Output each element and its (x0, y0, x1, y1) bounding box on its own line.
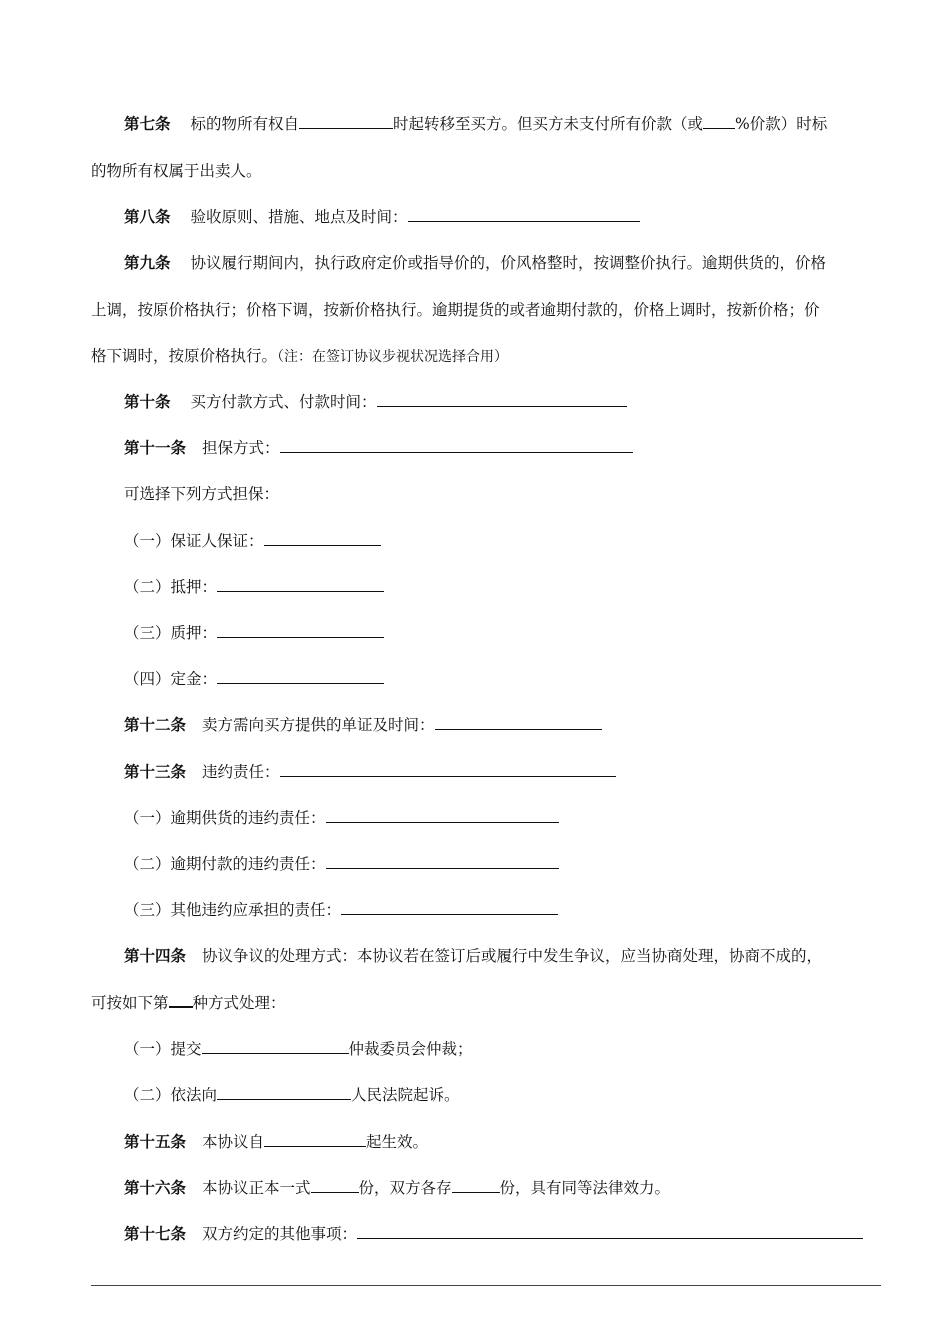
fill-blank[interactable] (435, 714, 602, 730)
option-text: 仲裁委员会仲裁； (348, 1040, 473, 1058)
article-number: 第十七条 (124, 1224, 187, 1243)
article-11-option-4 (124, 667, 881, 691)
article-11-option-3 (124, 621, 881, 645)
article-number: 第九条 (124, 253, 171, 272)
article-text: 担保方式： (202, 439, 280, 457)
article-text: 验收原则、措施、地点及时间： (190, 208, 408, 226)
article-text: 上调，按原价格执行；价格下调，按新价格执行。逾期提货的或者逾期付款的，价格上调时，按新价格；价 (91, 301, 820, 319)
article-text: %价款）时标 (735, 115, 828, 133)
fill-blank[interactable] (299, 113, 393, 129)
article-text: 可选择下列方式担保： (124, 485, 280, 503)
article-7-line-2 (91, 159, 881, 183)
fill-blank[interactable] (326, 807, 559, 823)
article-text: 双方约定的其他事项： (202, 1225, 358, 1243)
fill-blank[interactable] (217, 576, 384, 592)
option-text: （三）质押： (124, 624, 218, 642)
article-text: 的物所有权属于出卖人。 (91, 162, 262, 180)
article-number: 第十三条 (124, 762, 187, 781)
option-text: （一）逾期供货的违约责任： (124, 809, 326, 827)
article-14-option-1 (124, 1037, 881, 1061)
fill-blank[interactable] (280, 437, 633, 453)
article-number: 第七条 (124, 114, 171, 133)
fill-blank[interactable] (217, 668, 384, 684)
fill-blank[interactable] (377, 391, 627, 407)
article-text: 卖方需向买方提供的单证及时间： (202, 716, 435, 734)
article-9-line-2 (91, 298, 881, 322)
article-text: 协议履行期间内，执行政府定价或指导价的，价风格整时，按调整价执行。逾期供货的，价格 (190, 254, 827, 272)
option-text: （一）保证人保证： (124, 532, 264, 550)
bottom-divider (91, 1285, 881, 1286)
article-number: 第十四条 (124, 946, 187, 965)
article-text: 可按如下第 (91, 994, 169, 1012)
article-text: 标的物所有权自 (190, 115, 300, 133)
fill-blank[interactable] (341, 899, 558, 915)
fill-blank[interactable] (169, 991, 193, 1008)
fill-blank[interactable] (326, 853, 559, 869)
article-text: 违约责任： (202, 763, 280, 781)
article-13-option-1 (124, 806, 881, 830)
fill-blank[interactable] (452, 1177, 500, 1193)
article-11-option-2 (124, 575, 881, 599)
option-text: （二）抵押： (124, 578, 218, 596)
article-text: 本协议正本一式 (202, 1179, 311, 1197)
fill-blank[interactable] (703, 113, 735, 129)
article-11 (124, 436, 881, 460)
option-text: （二）逾期付款的违约责任： (124, 855, 326, 873)
article-text: 本协议自 (202, 1133, 265, 1151)
article-11-option-1 (124, 529, 881, 553)
fill-blank[interactable] (357, 1223, 863, 1239)
article-number: 第十一条 (124, 438, 187, 457)
article-8 (124, 205, 881, 229)
fill-blank[interactable] (408, 206, 640, 222)
article-9-line-1 (124, 251, 881, 275)
article-text: 协议争议的处理方式：本协议若在签订后或履行中发生争议，应当协商处理，协商不成的， (202, 947, 823, 965)
fill-blank[interactable] (217, 622, 384, 638)
option-text: （三）其他违约应承担的责任： (124, 901, 342, 919)
option-text: （一）提交 (124, 1040, 202, 1058)
article-text: 时起转移至买方。但买方未支付所有价款（或 (393, 115, 704, 133)
article-13-option-2 (124, 852, 881, 876)
article-number: 第十五条 (124, 1132, 187, 1151)
article-10 (124, 390, 881, 414)
article-text: 份，双方各存 (358, 1179, 452, 1197)
article-15 (124, 1130, 881, 1154)
article-number: 第十六条 (124, 1178, 187, 1197)
article-16 (124, 1176, 881, 1200)
article-text: 格下调时，按原价格执行。 (91, 347, 278, 365)
option-text: （四）定金： (124, 670, 218, 688)
article-text: 起生效。 (366, 1133, 429, 1151)
option-text: （二）依法向 (124, 1086, 218, 1104)
article-13-option-3 (124, 898, 881, 922)
fill-blank[interactable] (311, 1177, 359, 1193)
fill-blank[interactable] (264, 530, 381, 546)
article-17 (124, 1222, 881, 1246)
article-14-line-2 (91, 991, 881, 1015)
article-number: 第十条 (124, 392, 171, 411)
article-9-line-3 (91, 344, 881, 369)
fill-blank[interactable] (264, 1131, 366, 1147)
article-14-option-2 (124, 1083, 881, 1107)
fill-blank[interactable] (202, 1038, 349, 1054)
article-12 (124, 713, 881, 737)
article-number: 第八条 (124, 207, 171, 226)
article-text: 份，具有同等法律效力。 (499, 1179, 671, 1197)
fill-blank[interactable] (217, 1084, 351, 1100)
article-14-line-1 (124, 944, 881, 968)
article-text: 买方付款方式、付款时间： (190, 393, 377, 411)
article-note: （注：在签订协议步视状况选择合用） (277, 349, 509, 365)
article-text: 种方式处理： (192, 994, 286, 1012)
option-text: 人民法院起诉。 (351, 1086, 460, 1104)
article-number: 第十二条 (124, 715, 187, 734)
article-13 (124, 760, 881, 784)
article-7-line-1 (124, 112, 881, 136)
fill-blank[interactable] (280, 761, 616, 777)
article-11-intro (124, 482, 881, 506)
